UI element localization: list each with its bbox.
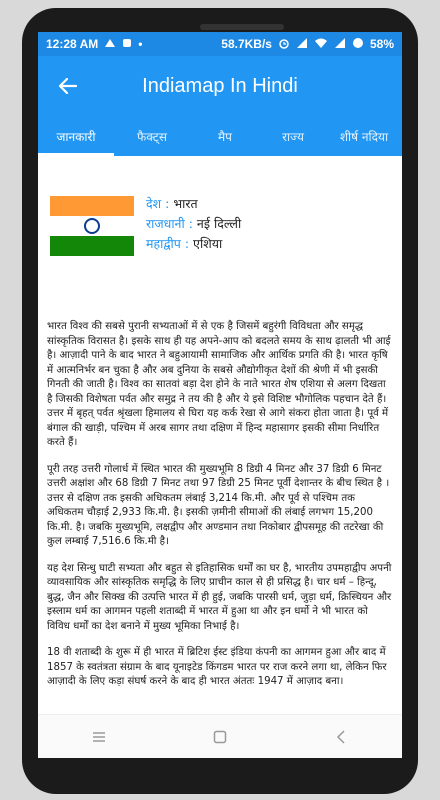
app-bar	[38, 56, 402, 116]
tab-info[interactable]: जानकारी	[38, 116, 114, 156]
battery-saver-icon	[352, 37, 364, 52]
description-body	[38, 320, 402, 690]
status-time: 12:28 AM	[46, 37, 99, 51]
square-icon	[213, 730, 227, 744]
system-nav-bar	[38, 714, 402, 758]
notification-icon	[122, 37, 132, 51]
battery-level: 58%	[369, 37, 394, 51]
more-notifications-icon: •	[138, 37, 143, 51]
signal-icon	[334, 37, 346, 52]
capital-label: राजधानी :	[146, 216, 193, 231]
menu-icon	[92, 731, 106, 743]
description-paragraph: पूरी तरह उत्तरी गोलार्ध में स्थित भारत की मुख्यभूमि 8 डिग्री 4 मिनट और 37 डिग्री 6 मिनट उत्तरी अक्षांश और 68 डिग्री 7 मिनट तथा 97 डिग्री 25 मिनट पूर्वी देशान्तर के बीच स्थित है । उत्तर से दक्षिण तक इसकी अधिकतम लंबाई 3,214 कि.मी. और पूर्व से पश्चिम तक अधिकतम चौड़ाई 2,933 कि.मी. है। इसकी ज़मीनी सीमाओं की लंबाई लगभग 15,200 कि.मी. है। जबकि मुख्यभूमि, लक्षद्वीप और अण्डमान तथा निकोबार द्वीपसमूह की तटरेखा की कुल लम्बाई 7,516.6 कि.मी है।	[47, 463, 390, 547]
ashoka-chakra-icon	[84, 218, 100, 234]
wifi-icon	[314, 37, 328, 52]
signal-icon	[296, 37, 308, 52]
alarm-icon	[278, 37, 290, 52]
network-speed: 58.7KB/s	[221, 37, 272, 51]
status-bar	[38, 32, 402, 56]
tab-facts[interactable]: फैक्ट्स	[137, 129, 167, 144]
nav-back-button[interactable]	[321, 722, 361, 752]
app-screen	[38, 32, 402, 758]
speaker-grille	[200, 24, 284, 30]
description-paragraph: भारत विश्व की सबसे पुरानी सभ्यताओं में से एक है जिसमें बहुरंगी विविधता और समृद्ध सांस्कृतिक विरासत है। इसके साथ ही यह अपने-आप को बदलते समय के साथ ढ़ालती भी आई है। आज़ादी पाने के बाद भारत ने बहुआयामी सामाजिक और आर्थिक प्रगति की है। भारत कृषि में आत्मनिर्भर बन चुका है और अब दुनिया के सबसे औद्योगीकृत देशों की श्रेणी में भी इसकी गिनती की जाती है। विश्व का सातवां बड़ा देश होने के नाते भारत शेष एशिया से अलग दिखता है जिसकी विशेषता पर्वत और समुद्र ने तय की है और ये इसे विशिष्ट भौगोलिक पहचान देते हैं। उत्तर में बृहत् पर्वत श्रृंखला हिमालय से घिरा यह कर्क रेखा से आगे संकरा होता जाता है। पूर्व में बंगाल की खाड़ी, पश्चिम में अरब सागर तथा दक्षिण में हिन्द महासागर इसकी सीमा निर्धारित करते हैं।	[47, 321, 391, 448]
flag-green-band	[50, 236, 134, 256]
continent-label: महाद्वीप :	[146, 236, 190, 251]
home-button[interactable]	[200, 722, 240, 752]
tab-map[interactable]: मैप	[218, 129, 232, 144]
arrow-left-icon	[58, 76, 78, 96]
chevron-left-icon	[335, 730, 347, 744]
country-label: देश :	[146, 196, 170, 211]
notification-icon	[104, 37, 116, 52]
description-paragraph: यह देश सिन्धु घाटी सभ्यता और बहुत से इतिहासिक धर्मों का घर है, भारतीय उपमहाद्वीप अपनी व्यावसायिक और सांस्कृतिक समृद्धि के लिए प्राचीन काल से ही प्रसिद्ध है। चार धर्म – हिन्दू, बुद्ध, जैन और सिक्ख की उत्पत्ति भारत में ही हुई, जबकि पारसी धर्म, जुड़ा धर्म, क्रिस्चियन और इस्लाम धर्म का आगमन पहली शताब्दी में भारत में हुआ था और इन धर्मो ने भी भारत को विविध धर्मों का देश बनाने में मुख्य भूमिका निभाई है।	[47, 562, 392, 632]
tab-bar	[38, 116, 402, 156]
continent-value: एशिया	[193, 236, 223, 251]
tab-states[interactable]: राज्य	[282, 129, 304, 144]
description-paragraph: 18 वी शताब्दी के शुरू में ही भारत में ब्रिटिश ईस्ट इंडिया कंपनी का आगमन हुआ और बाद में 1857 के स्वतंत्रता संग्राम के बाद यूनाइटेड किंगडम भारत पर राज करने लगा था, लेकिन फिर आज़ादी के लिए कड़ा संघर्ष करने के बाद ही भारत अंततः 1947 में आज़ाद बना।	[47, 647, 387, 687]
capital-value: नई दिल्ली	[196, 216, 242, 231]
country-value: भारत	[173, 196, 198, 211]
app-title: Indiamap In Hindi	[142, 74, 298, 97]
flag-saffron-band	[50, 196, 134, 216]
country-info	[146, 194, 241, 254]
recents-button[interactable]	[79, 722, 119, 752]
content-scroll[interactable]	[38, 156, 402, 714]
back-button[interactable]	[38, 56, 98, 116]
tab-top-rivers[interactable]: शीर्ष नदिया	[339, 129, 389, 144]
country-summary	[50, 196, 402, 286]
india-flag	[50, 196, 134, 256]
